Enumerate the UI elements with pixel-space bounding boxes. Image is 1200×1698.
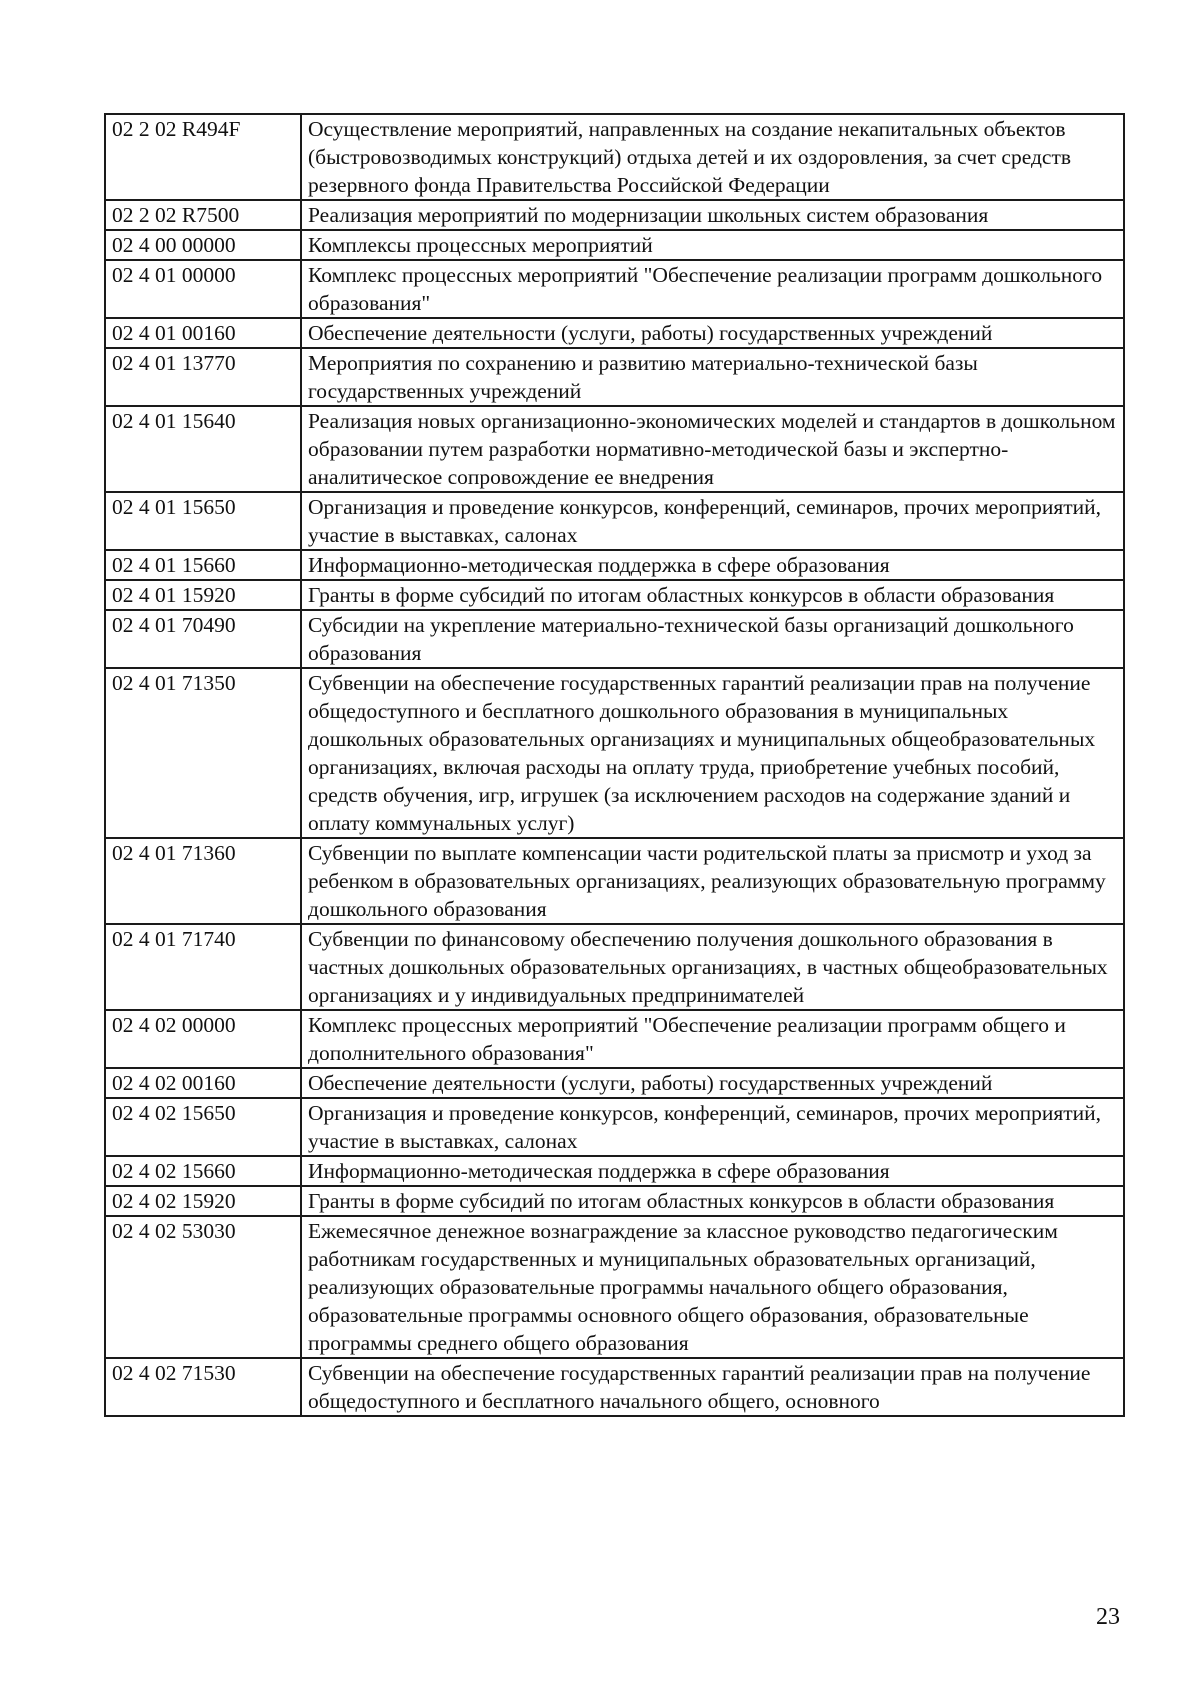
- table-row: [105, 114, 1124, 200]
- table-row: [105, 406, 1124, 492]
- table-row: [105, 580, 1124, 610]
- description-cell: Субвенции по финансовому обеспечению получения дошкольного образования в частных дошкольных образовательных организациях, в частных общеобразовательных организациях и у индивидуальных предпринимателей: [301, 924, 1124, 1010]
- page-number: 23: [1096, 1604, 1120, 1630]
- table-row: [105, 668, 1124, 838]
- code-cell: 02 4 01 15640: [105, 406, 301, 492]
- code-cell: 02 4 00 00000: [105, 230, 301, 260]
- description-cell: Комплекс процессных мероприятий "Обеспечение реализации программ общего и дополнительного образования": [301, 1010, 1124, 1068]
- code-cell: 02 4 01 71350: [105, 668, 301, 838]
- table-row: [105, 1216, 1124, 1358]
- table-body: [105, 114, 1124, 1416]
- code-cell: 02 4 01 00160: [105, 318, 301, 348]
- table-row: [105, 550, 1124, 580]
- description-cell: Реализация новых организационно-экономических моделей и стандартов в дошкольном образовании путем разработки нормативно-методической базы и экспертно-аналитическое сопровождение ее внедрения: [301, 406, 1124, 492]
- description-cell: Реализация мероприятий по модернизации школьных систем образования: [301, 200, 1124, 230]
- description-cell: Обеспечение деятельности (услуги, работы) государственных учреждений: [301, 1068, 1124, 1098]
- code-cell: 02 4 01 70490: [105, 610, 301, 668]
- table-row: [105, 1358, 1124, 1416]
- description-cell: Информационно-методическая поддержка в сфере образования: [301, 550, 1124, 580]
- code-cell: 02 4 01 13770: [105, 348, 301, 406]
- description-cell: Комплекс процессных мероприятий "Обеспечение реализации программ дошкольного образования": [301, 260, 1124, 318]
- table-row: [105, 1186, 1124, 1216]
- description-cell: Мероприятия по сохранению и развитию материально-технической базы государственных учреждений: [301, 348, 1124, 406]
- description-cell: Субвенции по выплате компенсации части родительской платы за присмотр и уход за ребенком в образовательных организациях, реализующих образовательную программу дошкольного образования: [301, 838, 1124, 924]
- table-row: [105, 230, 1124, 260]
- table-row: [105, 1068, 1124, 1098]
- table-row: [105, 492, 1124, 550]
- code-cell: 02 4 01 00000: [105, 260, 301, 318]
- code-cell: 02 2 02 R7500: [105, 200, 301, 230]
- table-row: [105, 348, 1124, 406]
- code-cell: 02 4 02 15660: [105, 1156, 301, 1186]
- code-cell: 02 4 02 15650: [105, 1098, 301, 1156]
- table-row: [105, 318, 1124, 348]
- description-cell: Организация и проведение конкурсов, конференций, семинаров, прочих мероприятий, участие в выставках, салонах: [301, 492, 1124, 550]
- description-cell: Комплексы процессных мероприятий: [301, 230, 1124, 260]
- table-row: [105, 260, 1124, 318]
- description-cell: Обеспечение деятельности (услуги, работы) государственных учреждений: [301, 318, 1124, 348]
- description-cell: Информационно-методическая поддержка в сфере образования: [301, 1156, 1124, 1186]
- code-cell: 02 4 01 71740: [105, 924, 301, 1010]
- description-cell: Субвенции на обеспечение государственных гарантий реализации прав на получение общедоступного и бесплатного дошкольного образования в муниципальных дошкольных образовательных организациях и муниципальных общеобразовательных организациях, включая расходы на оплату труда, приобретение учебных пособий, средств обучения, игр, игрушек (за исключением расходов на содержание зданий и оплату коммунальных услуг): [301, 668, 1124, 838]
- description-cell: Субсидии на укрепление материально-технической базы организаций дошкольного образования: [301, 610, 1124, 668]
- code-cell: 02 4 02 00000: [105, 1010, 301, 1068]
- budget-codes-table: [104, 113, 1125, 1417]
- code-cell: 02 4 02 00160: [105, 1068, 301, 1098]
- code-cell: 02 4 01 15920: [105, 580, 301, 610]
- code-cell: 02 4 02 15920: [105, 1186, 301, 1216]
- table-row: [105, 924, 1124, 1010]
- description-cell: Ежемесячное денежное вознаграждение за классное руководство педагогическим работникам государственных и муниципальных образовательных организаций, реализующих образовательные программы начального общего образования, образовательные программы основного общего образования, образовательные программы среднего общего образования: [301, 1216, 1124, 1358]
- code-cell: 02 2 02 R494F: [105, 114, 301, 200]
- code-cell: 02 4 02 53030: [105, 1216, 301, 1358]
- description-cell: Субвенции на обеспечение государственных гарантий реализации прав на получение общедоступного и бесплатного начального общего, основного: [301, 1358, 1124, 1416]
- table-row: [105, 200, 1124, 230]
- description-cell: Осуществление мероприятий, направленных на создание некапитальных объектов (быстровозводимых конструкций) отдыха детей и их оздоровления, за счет средств резервного фонда Правительства Российской Федерации: [301, 114, 1124, 200]
- table-row: [105, 1098, 1124, 1156]
- code-cell: 02 4 01 15650: [105, 492, 301, 550]
- table-row: [105, 1010, 1124, 1068]
- table-row: [105, 838, 1124, 924]
- description-cell: Гранты в форме субсидий по итогам областных конкурсов в области образования: [301, 580, 1124, 610]
- code-cell: 02 4 02 71530: [105, 1358, 301, 1416]
- description-cell: Гранты в форме субсидий по итогам областных конкурсов в области образования: [301, 1186, 1124, 1216]
- code-cell: 02 4 01 71360: [105, 838, 301, 924]
- table-row: [105, 1156, 1124, 1186]
- description-cell: Организация и проведение конкурсов, конференций, семинаров, прочих мероприятий, участие в выставках, салонах: [301, 1098, 1124, 1156]
- code-cell: 02 4 01 15660: [105, 550, 301, 580]
- table-row: [105, 610, 1124, 668]
